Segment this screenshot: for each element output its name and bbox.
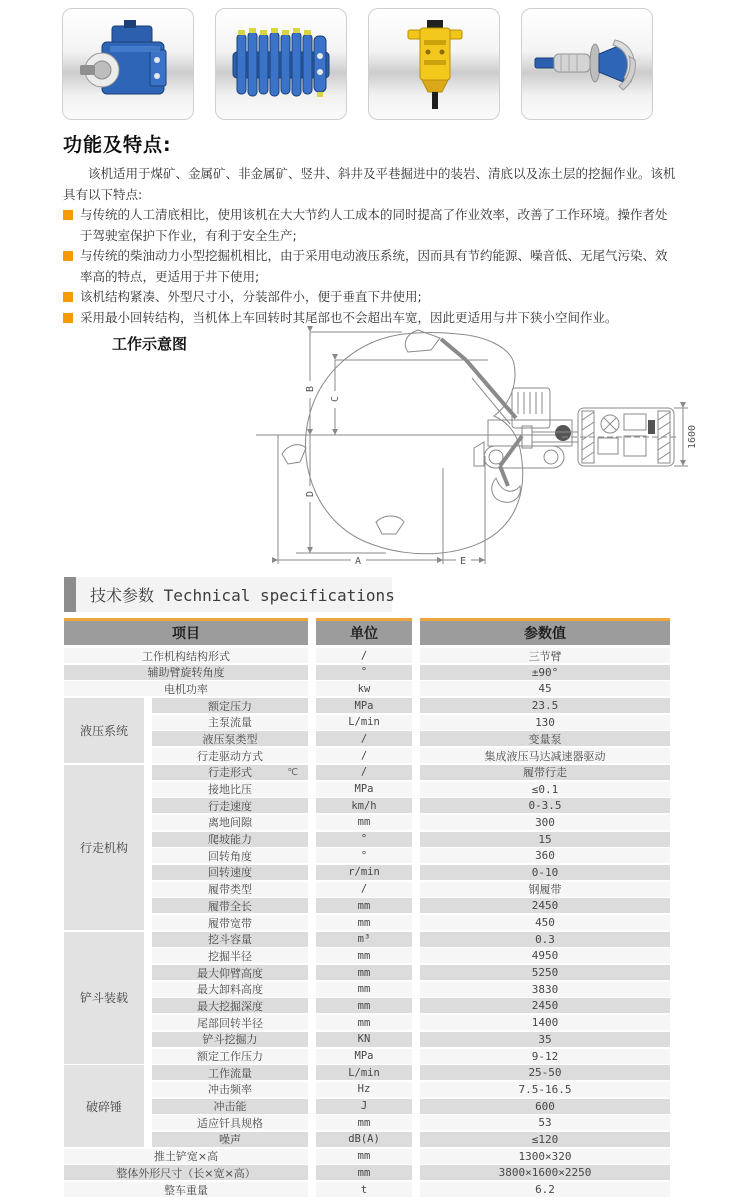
spec-param-value: 变量泵: [420, 731, 670, 746]
spec-param-value: 2450: [420, 898, 670, 913]
product-thumbnails: [62, 8, 653, 120]
splitter-tool-image: [521, 8, 653, 120]
spec-param-value: 履带行走: [420, 765, 670, 780]
spec-item-name: [64, 1149, 308, 1164]
spec-col-value: 参数值: [420, 618, 670, 645]
spec-unit-value: dB(A): [316, 1132, 412, 1147]
spec-param-value: 2450: [420, 998, 670, 1013]
spec-param-value: 6.2: [420, 1182, 670, 1197]
spec-table-header: [64, 618, 670, 645]
spec-param-value: 0-10: [420, 865, 670, 880]
spec-item-text: 冲击能: [213, 1100, 247, 1114]
spec-item-name: [152, 965, 308, 980]
spec-item-text: 挖掘半径: [208, 949, 252, 963]
spec-item-text: 行走速度: [208, 799, 252, 813]
feature-item: [63, 308, 679, 329]
spec-item-text: 履带宽带: [208, 916, 252, 930]
spec-param-value: 5250: [420, 965, 670, 980]
spec-unit-value: mm: [316, 1115, 412, 1130]
features-intro: 该机适用于煤矿、金属矿、非金属矿、竖井、斜井及平巷掘进中的装岩、清底以及冻土层的挖掘作业。该机具有以下特点:: [63, 166, 676, 202]
hydraulic-pump-image: [62, 8, 194, 120]
spec-unit-value: mm: [316, 915, 412, 930]
spec-param-value: 集成液压马达减速器驱动: [420, 748, 670, 763]
spec-unit-value: mm: [316, 898, 412, 913]
spec-item-text: 辅助臂旋转角度: [147, 666, 225, 680]
orange-square-bullet-icon: [63, 251, 73, 261]
spec-item-text: 铲斗挖掘力: [202, 1033, 258, 1047]
control-valve-icon: [225, 16, 337, 112]
spec-param-value: 钢履带: [420, 882, 670, 897]
spec-unit-value: L/min: [316, 715, 412, 730]
spec-param-value: 7.5-16.5: [420, 1082, 670, 1097]
spec-unit-value: mm: [316, 998, 412, 1013]
spec-item-name: [152, 898, 308, 913]
spec-unit-value: MPa: [316, 1049, 412, 1064]
spec-item-text: 冲击频率: [208, 1083, 252, 1097]
spec-unit-value: J: [316, 1099, 412, 1114]
spec-item-text: 履带全长: [208, 899, 252, 913]
spec-unit-value: t: [316, 1182, 412, 1197]
spec-param-value: 23.5: [420, 698, 670, 713]
feature-item-text: 采用最小回转结构，当机体上车回转时其尾部也不会超出车宽，因此更适用与井下狭小空间作业。: [80, 309, 618, 325]
spec-item-name: [152, 765, 308, 780]
spec-item-name: [152, 865, 308, 880]
dim-label-A: A: [354, 556, 362, 567]
spec-item-name: [152, 815, 308, 830]
spec-item-text: 整体外形尺寸（长×宽×高）: [116, 1166, 256, 1180]
spec-item-name: [152, 698, 308, 713]
spec-item-name: [64, 1165, 308, 1180]
spec-param-value: 130: [420, 715, 670, 730]
spec-unit-value: MPa: [316, 698, 412, 713]
spec-item-text: 电机功率: [164, 682, 208, 696]
spec-param-value: 300: [420, 815, 670, 830]
spec-param-value: 600: [420, 1099, 670, 1114]
spec-param-value: 4950: [420, 948, 670, 963]
spec-item-name: [64, 648, 308, 663]
spec-item-name: [152, 948, 308, 963]
feature-item: [63, 287, 679, 308]
spec-col-unit: 单位: [316, 618, 412, 645]
spec-item-text: 履带类型: [208, 883, 252, 897]
spec-item-name: [152, 1049, 308, 1064]
spec-param-value: 360: [420, 848, 670, 863]
spec-unit-value: Hz: [316, 1082, 412, 1097]
spec-param-value: 1400: [420, 1015, 670, 1030]
feature-item: [63, 205, 679, 246]
splitter-tool-icon: [531, 16, 643, 112]
features-title: 功能及特点:: [63, 134, 172, 156]
spec-unit-value: °: [316, 832, 412, 847]
feature-item: [63, 246, 679, 287]
spec-param-value: ≤120: [420, 1132, 670, 1147]
spec-group-label: 液压系统: [64, 698, 144, 763]
dim-label-B: B: [305, 385, 316, 393]
spec-item-name: [64, 681, 308, 696]
spec-item-text: 推土铲宽×高: [153, 1150, 219, 1164]
hydraulic-pump-icon: [72, 16, 184, 112]
features-list: [63, 205, 679, 328]
feature-item-text: 该机结构紧凑、外型尺寸小，分装部件小，便于垂直下井使用;: [80, 289, 422, 304]
spec-item-name: [152, 1082, 308, 1097]
spec-param-value: ≤0.1: [420, 782, 670, 797]
dim-label-E: E: [459, 556, 467, 567]
spec-item-name: [152, 998, 308, 1013]
spec-item-text: 最大卸料高度: [197, 983, 263, 997]
dim-label-width: 1600: [687, 424, 698, 450]
spec-item-text: 工作机构结构形式: [142, 649, 230, 663]
spec-unit-value: /: [316, 765, 412, 780]
spec-param-value: 0-3.5: [420, 798, 670, 813]
spec-item-text: 最大挖掘深度: [197, 999, 263, 1013]
feature-item-text: 与传统的柴油动力小型挖掘机相比，由于采用电动液压系统，因而具有节约能源、噪音低、无尾气污染、效率高的特点，更适用于井下使用;: [80, 248, 668, 284]
spec-item-name: [152, 731, 308, 746]
orange-square-bullet-icon: [63, 313, 73, 323]
spec-item-name: [152, 715, 308, 730]
spec-unit-value: kw: [316, 681, 412, 696]
spec-param-value: 53: [420, 1115, 670, 1130]
hydraulic-breaker-image: [368, 8, 500, 120]
spec-col-item: 项目: [64, 618, 308, 645]
spec-param-value: 450: [420, 915, 670, 930]
features-section: [63, 130, 679, 328]
spec-item-text: 离地间隙: [208, 816, 252, 830]
spec-item-text: 行走驱动方式: [197, 749, 263, 763]
spec-item-text: 整车重量: [164, 1183, 208, 1197]
spec-unit-value: /: [316, 882, 412, 897]
spec-group-label: 行走机构: [64, 765, 144, 930]
spec-table-body: [64, 648, 670, 1197]
control-valve-image: [215, 8, 347, 120]
spec-item-text: 接地比压: [208, 783, 252, 796]
spec-unit-value: mm: [316, 815, 412, 830]
spec-section-header: [64, 577, 395, 612]
spec-item-name: [152, 1132, 308, 1147]
spec-param-value: ±90°: [420, 665, 670, 680]
spec-unit-value: km/h: [316, 798, 412, 813]
spec-item-text: 行走形式: [208, 766, 252, 780]
spec-item-name: [152, 1115, 308, 1130]
spec-unit-value: m³: [316, 932, 412, 947]
spec-item-name: [152, 1032, 308, 1047]
spec-item-text: 液压泵类型: [202, 732, 258, 746]
working-envelope-curve: [305, 333, 522, 554]
spec-param-value: 三节臂: [420, 648, 670, 663]
spec-item-name: [152, 982, 308, 997]
spec-group-label: 破碎锤: [64, 1065, 144, 1147]
spec-param-value: 3830: [420, 982, 670, 997]
spec-unit-value: mm: [316, 965, 412, 980]
orange-square-bullet-icon: [63, 210, 73, 220]
hydraulic-breaker-icon: [378, 16, 490, 112]
spec-item-name: [152, 1065, 308, 1080]
spec-unit-value: mm: [316, 1165, 412, 1180]
spec-item-text: 挖斗容量: [208, 933, 252, 947]
spec-item-name: [152, 1015, 308, 1030]
spec-item-name: [64, 665, 308, 680]
spec-item-name: [152, 932, 308, 947]
spec-item-text: 额定工作压力: [197, 1050, 263, 1063]
gray-bar-icon: [64, 577, 76, 612]
spec-unit-value: /: [316, 731, 412, 746]
spec-unit-value: r/min: [316, 865, 412, 880]
spec-param-value: 15: [420, 832, 670, 847]
spec-param-value: 9-12: [420, 1049, 670, 1064]
spec-param-value: 35: [420, 1032, 670, 1047]
spec-unit-value: °: [316, 665, 412, 680]
spec-item-text: 最大仰臂高度: [197, 966, 263, 980]
spec-item-name: [152, 832, 308, 847]
spec-item-text: 额定压力: [208, 699, 252, 713]
spec-item-text: 噪声: [219, 1133, 241, 1147]
spec-unit-value: /: [316, 748, 412, 763]
orange-square-bullet-icon: [63, 292, 73, 302]
excavator-top-view: [492, 408, 698, 502]
spec-item-name: [64, 1182, 308, 1197]
spec-item-text: 工作流量: [208, 1066, 252, 1080]
spec-unit-value: MPa: [316, 782, 412, 797]
spec-item-note: ℃: [287, 766, 298, 778]
spec-unit-value: KN: [316, 1032, 412, 1047]
spec-item-name: [152, 848, 308, 863]
spec-unit-value: mm: [316, 1015, 412, 1030]
spec-item-name: [152, 782, 308, 797]
spec-unit-value: mm: [316, 982, 412, 997]
spec-item-text: 尾部回转半径: [197, 1016, 263, 1030]
spec-unit-value: °: [316, 848, 412, 863]
feature-item-text: 与传统的人工清底相比，使用该机在大大节约人工成本的同时提高了作业效率，改善了工作环境。操作者处于驾驶室保护下作业，有利于安全生产;: [80, 207, 668, 243]
spec-section-title: 技术参数 Technical specifications: [90, 586, 395, 605]
spec-item-name: [152, 798, 308, 813]
spec-item-name: [152, 748, 308, 763]
dim-label-C: C: [330, 395, 341, 403]
spec-item-text: 主泵流量: [208, 716, 252, 730]
spec-param-value: 25-50: [420, 1065, 670, 1080]
spec-param-value: 45: [420, 681, 670, 696]
spec-item-text: 回转速度: [208, 866, 252, 880]
spec-item-name: [152, 1099, 308, 1114]
spec-item-name: [152, 915, 308, 930]
spec-unit-value: L/min: [316, 1065, 412, 1080]
spec-item-name: [152, 882, 308, 897]
spec-param-value: 3800×1600×2250: [420, 1165, 670, 1180]
spec-unit-value: mm: [316, 1149, 412, 1164]
spec-param-value: 0.3: [420, 932, 670, 947]
spec-unit-value: mm: [316, 948, 412, 963]
working-range-diagram: [226, 326, 698, 578]
diagram-title: 工作示意图: [112, 335, 188, 353]
dim-label-D: D: [305, 490, 316, 498]
spec-group-label: 铲斗装载: [64, 932, 144, 1064]
spec-item-text: 爬坡能力: [208, 833, 252, 847]
spec-param-value: 1300×320: [420, 1149, 670, 1164]
spec-item-text: 适应钎具规格: [197, 1116, 263, 1130]
spec-unit-value: /: [316, 648, 412, 663]
spec-item-text: 回转角度: [208, 849, 252, 863]
